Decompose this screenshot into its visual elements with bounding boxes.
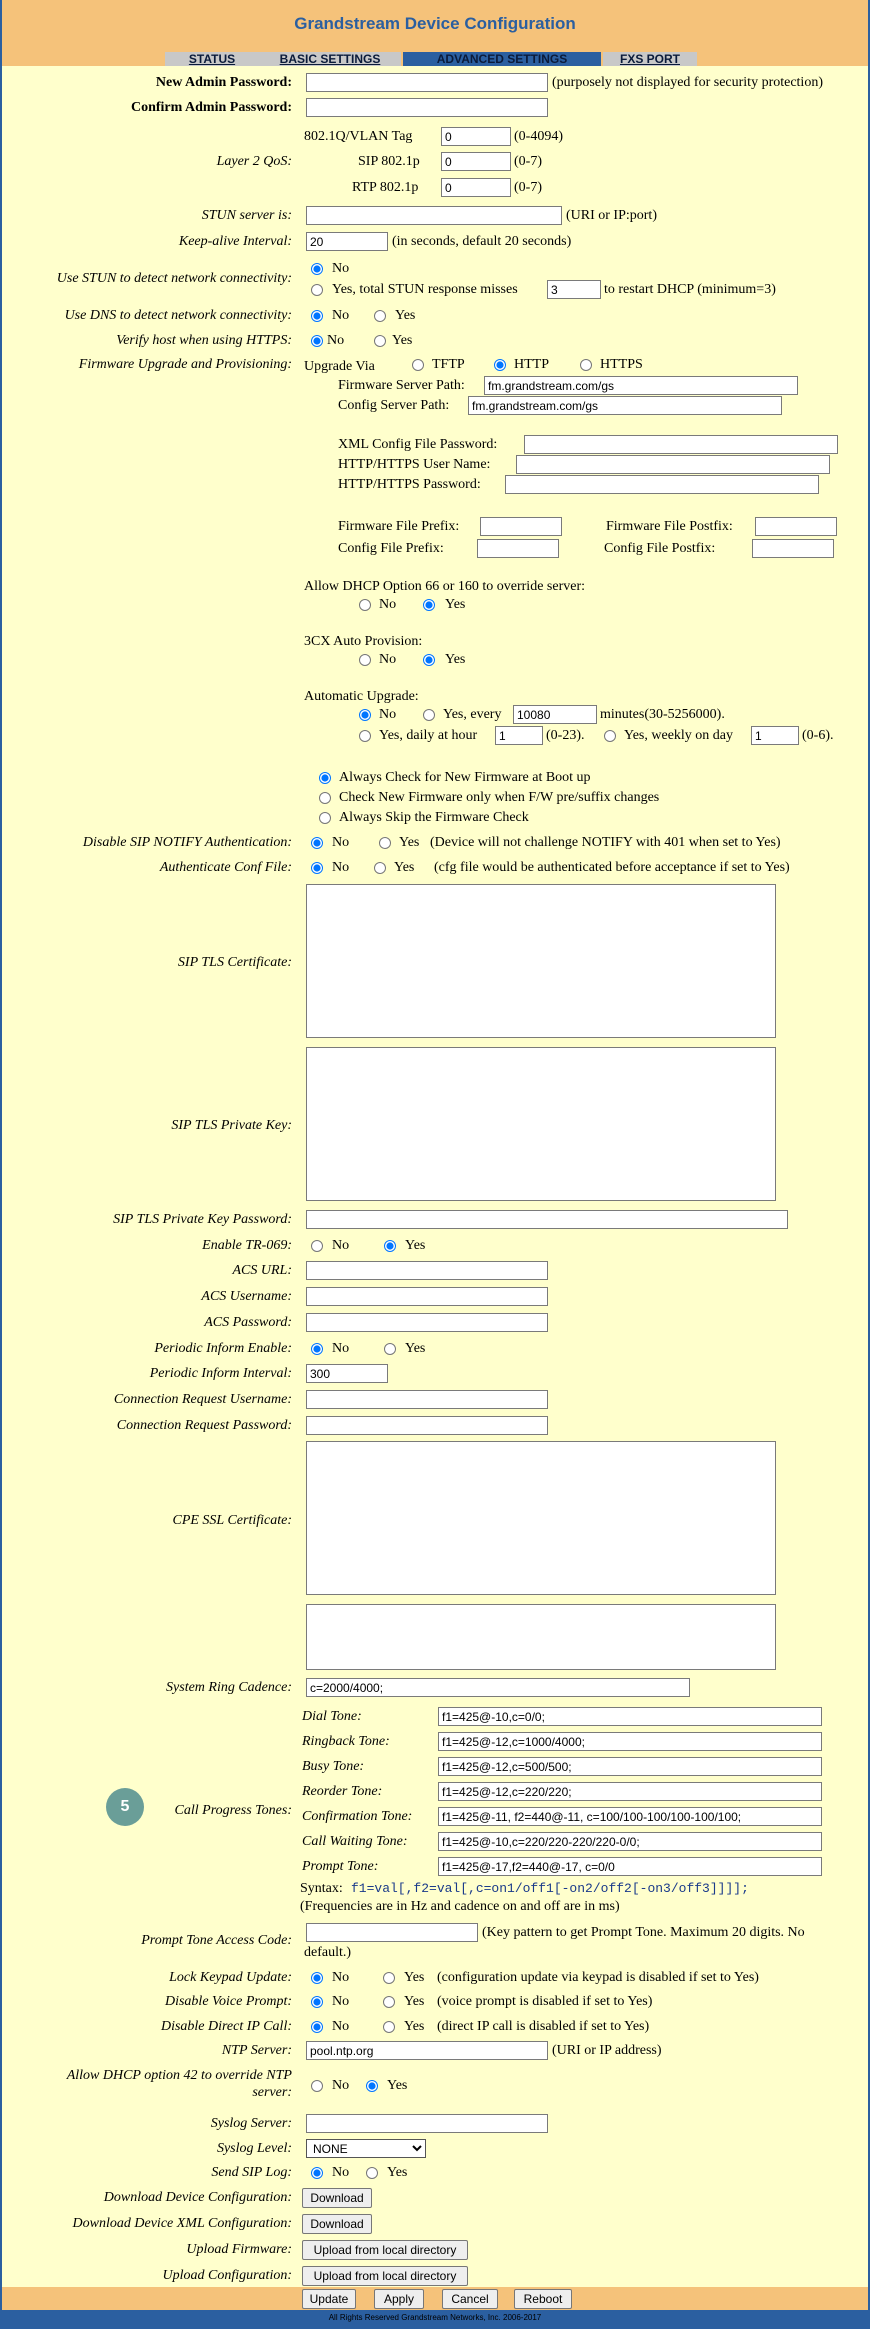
- 3cx-no-label: No: [379, 652, 397, 667]
- vlan-tag-range: (0-4094): [514, 129, 563, 144]
- auto-upgrade-minutes-input[interactable]: [513, 705, 597, 724]
- cpe-ssl-cert-textarea[interactable]: [306, 1441, 776, 1595]
- download-xml-config-label: Download Device XML Configuration:: [72, 2216, 292, 2231]
- periodic-inform-label: Periodic Inform Enable:: [154, 1341, 292, 1356]
- ringback-tone-input[interactable]: [438, 1732, 822, 1751]
- sip-tls-key-label: SIP TLS Private Key:: [171, 1118, 292, 1133]
- keepalive-interval-input[interactable]: [306, 232, 388, 251]
- prompt-access-code-hint-2: default.): [304, 1945, 352, 1960]
- sip-tls-cert-label: SIP TLS Certificate:: [177, 955, 292, 970]
- dhcp66-yes-label: Yes: [445, 597, 466, 612]
- config-prefix-label: Config File Prefix:: [338, 541, 444, 556]
- verify-https-no-radio[interactable]: [311, 335, 323, 347]
- config-postfix-label: Config File Postfix:: [604, 541, 716, 556]
- stun-server-input[interactable]: [306, 206, 562, 225]
- sip-tls-key-password-label: SIP TLS Private Key Password:: [113, 1212, 292, 1227]
- config-server-path-label: Config Server Path:: [338, 398, 450, 413]
- use-dns-no-label: No: [332, 308, 350, 323]
- layer2-qos-label: Layer 2 QoS:: [216, 154, 292, 169]
- 3cx-yes-label: Yes: [445, 652, 466, 667]
- auto-upgrade-daily-radio[interactable]: [359, 730, 371, 742]
- tone-syntax-note: (Frequencies are in Hz and cadence on and off are in ms): [300, 1899, 620, 1914]
- step-badge: 5: [106, 1788, 144, 1826]
- reboot-button[interactable]: Reboot: [514, 2289, 572, 2309]
- sip-notify-auth-label: Disable SIP NOTIFY Authentication:: [82, 835, 292, 850]
- keepalive-interval-hint: (in seconds, default 20 seconds): [392, 234, 572, 249]
- call-waiting-tone-input[interactable]: [438, 1832, 822, 1851]
- vlan-tag-label: 802.1Q/VLAN Tag: [304, 129, 413, 144]
- direct-ip-yes-radio[interactable]: [383, 2021, 395, 2033]
- upgrade-via-https-label: HTTPS: [600, 357, 643, 372]
- lock-keypad-label: Lock Keypad Update:: [169, 1970, 292, 1985]
- rtp-8021p-input[interactable]: [441, 178, 511, 197]
- auto-upgrade-day-input[interactable]: [751, 726, 799, 745]
- auto-upgrade-minutes-hint: minutes(30-5256000).: [600, 707, 725, 722]
- cpe-ssl-cert-label: CPE SSL Certificate:: [172, 1513, 292, 1528]
- tab-fxs-port[interactable]: FXS PORT: [603, 52, 697, 66]
- confirmation-tone-input[interactable]: [438, 1807, 822, 1826]
- auto-upgrade-daily-label: Yes, daily at hour: [379, 728, 478, 743]
- dhcp42-label-line2: server:: [252, 2085, 292, 2100]
- tr069-enable-label: Enable TR-069:: [202, 1238, 292, 1253]
- keepalive-interval-label: Keep-alive Interval:: [178, 234, 292, 249]
- auto-upgrade-no-radio[interactable]: [359, 709, 371, 721]
- voice-prompt-no-radio[interactable]: [311, 1996, 323, 2008]
- tr069-yes-radio[interactable]: [384, 1240, 396, 1252]
- firmware-postfix-label: Firmware File Postfix:: [606, 519, 733, 534]
- prompt-tone-label: Prompt Tone:: [302, 1859, 379, 1874]
- dhcp42-no-radio[interactable]: [311, 2080, 323, 2092]
- direct-ip-label: Disable Direct IP Call:: [160, 2019, 292, 2034]
- sip-notify-yes-label: Yes: [399, 835, 420, 850]
- send-sip-log-yes-radio[interactable]: [366, 2167, 378, 2179]
- syslog-level-select[interactable]: [306, 2139, 426, 2158]
- lock-keypad-hint: (configuration update via keypad is disabled if set to Yes): [437, 1970, 759, 1985]
- acs-username-label: ACS Username:: [201, 1289, 292, 1304]
- auto-upgrade-weekly-label: Yes, weekly on day: [624, 728, 734, 743]
- verify-https-label: Verify host when using HTTPS:: [116, 333, 292, 348]
- acs-password-input[interactable]: [306, 1313, 548, 1332]
- 3cx-no-radio[interactable]: [359, 654, 371, 666]
- dial-tone-label: Dial Tone:: [302, 1709, 362, 1724]
- dhcp42-no-label: No: [332, 2078, 350, 2093]
- sip-notify-hint: (Device will not challenge NOTIFY with 401 when set to Yes): [430, 835, 781, 850]
- periodic-inform-yes-label: Yes: [405, 1341, 426, 1356]
- direct-ip-no-radio[interactable]: [311, 2021, 323, 2033]
- auth-conf-no-label: No: [332, 860, 350, 875]
- auth-conf-no-radio[interactable]: [311, 862, 323, 874]
- dhcp42-label-line1: Allow DHCP option 42 to override NTP: [66, 2068, 292, 2083]
- download-device-config-button[interactable]: Download: [302, 2188, 372, 2208]
- lock-keypad-yes-radio[interactable]: [383, 1972, 395, 1984]
- prompt-tone-input[interactable]: [438, 1857, 822, 1876]
- upload-configuration-label: Upload Configuration:: [162, 2268, 292, 2283]
- download-device-config-label: Download Device Configuration:: [103, 2190, 292, 2205]
- auth-conf-hint: (cfg file would be authenticated before acceptance if set to Yes): [434, 860, 790, 875]
- upgrade-via-tftp-label: TFTP: [432, 357, 465, 372]
- send-sip-log-no-label: No: [332, 2165, 350, 2180]
- xml-config-password-input[interactable]: [524, 435, 838, 454]
- ring-cadence-input[interactable]: [306, 1678, 690, 1697]
- voice-prompt-no-label: No: [332, 1994, 350, 2009]
- xml-config-password-label: XML Config File Password:: [338, 437, 498, 452]
- confirm-admin-password-input[interactable]: [306, 98, 548, 117]
- boot-check-change-radio[interactable]: [319, 792, 331, 804]
- config-server-path-input[interactable]: [468, 396, 782, 415]
- send-sip-log-no-radio[interactable]: [311, 2167, 323, 2179]
- tone-syntax-label: Syntax:: [300, 1881, 343, 1896]
- firmware-upgrade-label: Firmware Upgrade and Provisioning:: [78, 357, 292, 372]
- syslog-level-label: Syslog Level:: [216, 2141, 292, 2156]
- rtp-8021p-label: RTP 802.1p: [352, 180, 419, 195]
- http-username-label: HTTP/HTTPS User Name:: [338, 457, 491, 472]
- lock-keypad-yes-label: Yes: [404, 1970, 425, 1985]
- send-sip-log-label: Send SIP Log:: [211, 2165, 292, 2180]
- 3cx-yes-radio[interactable]: [423, 654, 435, 666]
- conn-request-password-label: Connection Request Password:: [116, 1418, 292, 1433]
- prompt-access-code-label: Prompt Tone Access Code:: [141, 1933, 292, 1948]
- confirm-admin-password-label: Confirm Admin Password:: [130, 100, 292, 115]
- upgrade-via-http-radio[interactable]: [494, 359, 506, 371]
- update-button[interactable]: Update: [302, 2289, 356, 2309]
- config-prefix-input[interactable]: [477, 539, 559, 558]
- boot-check-change-label: Check New Firmware only when F/W pre/suffix changes: [339, 790, 660, 805]
- voice-prompt-label: Disable Voice Prompt:: [164, 1994, 292, 2009]
- admin-password-note: (purposely not displayed for security protection): [552, 75, 823, 90]
- periodic-inform-yes-radio[interactable]: [384, 1343, 396, 1355]
- use-stun-label: Use STUN to detect network connectivity:: [56, 271, 292, 286]
- http-password-label: HTTP/HTTPS Password:: [338, 477, 481, 492]
- stun-misses-hint: to restart DHCP (minimum=3): [604, 282, 776, 297]
- firmware-prefix-input[interactable]: [480, 517, 562, 536]
- boot-check-always-radio[interactable]: [319, 772, 331, 784]
- auto-upgrade-hour-input[interactable]: [495, 726, 543, 745]
- upload-firmware-label: Upload Firmware:: [186, 2242, 292, 2257]
- upload-firmware-button[interactable]: Upload from local directory: [302, 2240, 468, 2260]
- automatic-upgrade-label: Automatic Upgrade:: [304, 689, 419, 704]
- tr069-no-radio[interactable]: [311, 1240, 323, 1252]
- firmware-server-path-input[interactable]: [484, 376, 798, 395]
- confirmation-tone-label: Confirmation Tone:: [302, 1809, 413, 1824]
- auth-conf-yes-label: Yes: [394, 860, 415, 875]
- stun-misses-input[interactable]: [547, 280, 601, 299]
- new-admin-password-label: New Admin Password:: [155, 75, 292, 90]
- auto-upgrade-hour-hint: (0-23).: [546, 728, 585, 743]
- config-postfix-input[interactable]: [752, 539, 834, 558]
- use-stun-yes-label: Yes, total STUN response misses: [332, 282, 518, 297]
- dhcp66-label: Allow DHCP Option 66 or 160 to override server:: [304, 579, 585, 594]
- busy-tone-label: Busy Tone:: [302, 1759, 365, 1774]
- use-stun-no-radio[interactable]: [311, 263, 323, 275]
- auto-upgrade-weekly-radio[interactable]: [604, 730, 616, 742]
- upload-configuration-button[interactable]: Upload from local directory: [302, 2266, 468, 2286]
- firmware-server-path-label: Firmware Server Path:: [338, 378, 465, 393]
- use-dns-yes-label: Yes: [395, 308, 416, 323]
- ntp-server-hint: (URI or IP address): [552, 2043, 662, 2058]
- download-xml-config-button[interactable]: Download: [302, 2214, 372, 2234]
- auth-conf-yes-radio[interactable]: [374, 862, 386, 874]
- acs-password-label: ACS Password:: [204, 1315, 292, 1330]
- vlan-tag-input[interactable]: [441, 127, 511, 146]
- sip-8021p-input[interactable]: [441, 152, 511, 171]
- ntp-server-label: NTP Server:: [221, 2043, 292, 2058]
- sip-tls-key-password-input[interactable]: [306, 1210, 788, 1229]
- call-progress-tones-label: Call Progress Tones:: [174, 1803, 292, 1818]
- use-dns-no-radio[interactable]: [311, 310, 323, 322]
- lock-keypad-no-label: No: [332, 1970, 350, 1985]
- dial-tone-input[interactable]: [438, 1707, 822, 1726]
- stun-server-hint: (URI or IP:port): [566, 208, 657, 223]
- send-sip-log-yes-label: Yes: [387, 2165, 408, 2180]
- acs-username-input[interactable]: [306, 1287, 548, 1306]
- ntp-server-input[interactable]: [306, 2041, 548, 2060]
- page-title: Grandstream Device Configuration: [294, 14, 576, 33]
- auto-upgrade-no-label: No: [379, 707, 397, 722]
- call-waiting-tone-label: Call Waiting Tone:: [302, 1834, 408, 1849]
- ring-cadence-label: System Ring Cadence:: [166, 1680, 292, 1695]
- copyright: All Rights Reserved Grandstream Networks, Inc. 2006-2017: [328, 2313, 542, 2322]
- verify-https-no-label: No: [327, 333, 345, 348]
- sip-notify-yes-radio[interactable]: [379, 837, 391, 849]
- verify-https-yes-label: Yes: [392, 333, 413, 348]
- sip-notify-no-radio[interactable]: [311, 837, 323, 849]
- firmware-postfix-input[interactable]: [755, 517, 837, 536]
- direct-ip-yes-label: Yes: [404, 2019, 425, 2034]
- periodic-interval-label: Periodic Inform Interval:: [149, 1366, 292, 1381]
- dhcp66-no-radio[interactable]: [359, 599, 371, 611]
- sip-tls-key-textarea[interactable]: [306, 1047, 776, 1201]
- dhcp42-yes-radio[interactable]: [366, 2080, 378, 2092]
- http-password-input[interactable]: [505, 475, 819, 494]
- dhcp42-yes-label: Yes: [387, 2078, 408, 2093]
- firmware-prefix-label: Firmware File Prefix:: [338, 519, 460, 534]
- sip-8021p-label: SIP 802.1p: [358, 154, 420, 169]
- tab-advanced-settings[interactable]: ADVANCED SETTINGS: [403, 52, 601, 66]
- reorder-tone-label: Reorder Tone:: [302, 1784, 383, 1799]
- sip-8021p-range: (0-7): [514, 154, 542, 169]
- upgrade-via-tftp-radio[interactable]: [412, 359, 424, 371]
- upgrade-via-label: Upgrade Via: [304, 359, 375, 374]
- boot-check-always-label: Always Check for New Firmware at Boot up: [339, 770, 591, 785]
- upgrade-via-https-radio[interactable]: [580, 359, 592, 371]
- tr069-no-label: No: [332, 1238, 350, 1253]
- acs-url-input[interactable]: [306, 1261, 548, 1280]
- dhcp66-no-label: No: [379, 597, 397, 612]
- auto-upgrade-every-label: Yes, every: [443, 707, 502, 722]
- rtp-8021p-range: (0-7): [514, 180, 542, 195]
- use-dns-label: Use DNS to detect network connectivity:: [64, 308, 292, 323]
- cpe-ssl-key-textarea[interactable]: [306, 1604, 776, 1670]
- use-stun-yes-radio[interactable]: [311, 284, 323, 296]
- auth-conf-file-label: Authenticate Conf File:: [159, 860, 292, 875]
- new-admin-password-input[interactable]: [306, 73, 548, 92]
- acs-url-label: ACS URL:: [232, 1263, 292, 1278]
- reorder-tone-input[interactable]: [438, 1782, 822, 1801]
- direct-ip-no-label: No: [332, 2019, 350, 2034]
- lock-keypad-no-radio[interactable]: [311, 1972, 323, 1984]
- tone-syntax-code: f1=val[,f2=val[,c=on1/off1[-on2/off2[-on3/off3]]]];: [351, 1881, 749, 1896]
- upgrade-via-http-label: HTTP: [514, 357, 549, 372]
- direct-ip-hint: (direct IP call is disabled if set to Yes): [437, 2019, 650, 2034]
- stun-server-label: STUN server is:: [201, 208, 292, 223]
- cancel-button[interactable]: Cancel: [442, 2289, 498, 2309]
- dhcp66-yes-radio[interactable]: [423, 599, 435, 611]
- ringback-tone-label: Ringback Tone:: [302, 1734, 390, 1749]
- use-stun-no-label: No: [332, 261, 350, 276]
- http-username-input[interactable]: [516, 455, 830, 474]
- prompt-access-code-hint: (Key pattern to get Prompt Tone. Maximum 20 digits. No: [482, 1925, 805, 1940]
- page: [2, 0, 868, 2329]
- auto-upgrade-day-hint: (0-6).: [802, 728, 834, 743]
- periodic-interval-input[interactable]: [306, 1364, 388, 1383]
- conn-request-username-input[interactable]: [306, 1390, 548, 1409]
- periodic-inform-no-label: No: [332, 1341, 350, 1356]
- voice-prompt-hint: (voice prompt is disabled if set to Yes): [437, 1994, 653, 2009]
- boot-check-skip-label: Always Skip the Firmware Check: [339, 810, 529, 825]
- syslog-server-label: Syslog Server:: [210, 2116, 292, 2131]
- use-dns-yes-radio[interactable]: [374, 310, 386, 322]
- syslog-server-input[interactable]: [306, 2114, 548, 2133]
- voice-prompt-yes-label: Yes: [404, 1994, 425, 2009]
- verify-https-yes-radio[interactable]: [374, 335, 386, 347]
- tr069-yes-label: Yes: [405, 1238, 426, 1253]
- 3cx-provision-label: 3CX Auto Provision:: [304, 634, 423, 649]
- tab-status[interactable]: STATUS: [165, 52, 259, 66]
- voice-prompt-yes-radio[interactable]: [383, 1996, 395, 2008]
- tab-basic-settings[interactable]: BASIC SETTINGS: [259, 52, 401, 66]
- apply-button[interactable]: Apply: [374, 2289, 424, 2309]
- busy-tone-input[interactable]: [438, 1757, 822, 1776]
- conn-request-password-input[interactable]: [306, 1416, 548, 1435]
- conn-request-username-label: Connection Request Username:: [113, 1392, 292, 1407]
- auto-upgrade-every-radio[interactable]: [423, 709, 435, 721]
- periodic-inform-no-radio[interactable]: [311, 1343, 323, 1355]
- boot-check-skip-radio[interactable]: [319, 812, 331, 824]
- sip-notify-no-label: No: [332, 835, 350, 850]
- sip-tls-cert-textarea[interactable]: [306, 884, 776, 1038]
- prompt-access-code-input[interactable]: [306, 1923, 478, 1942]
